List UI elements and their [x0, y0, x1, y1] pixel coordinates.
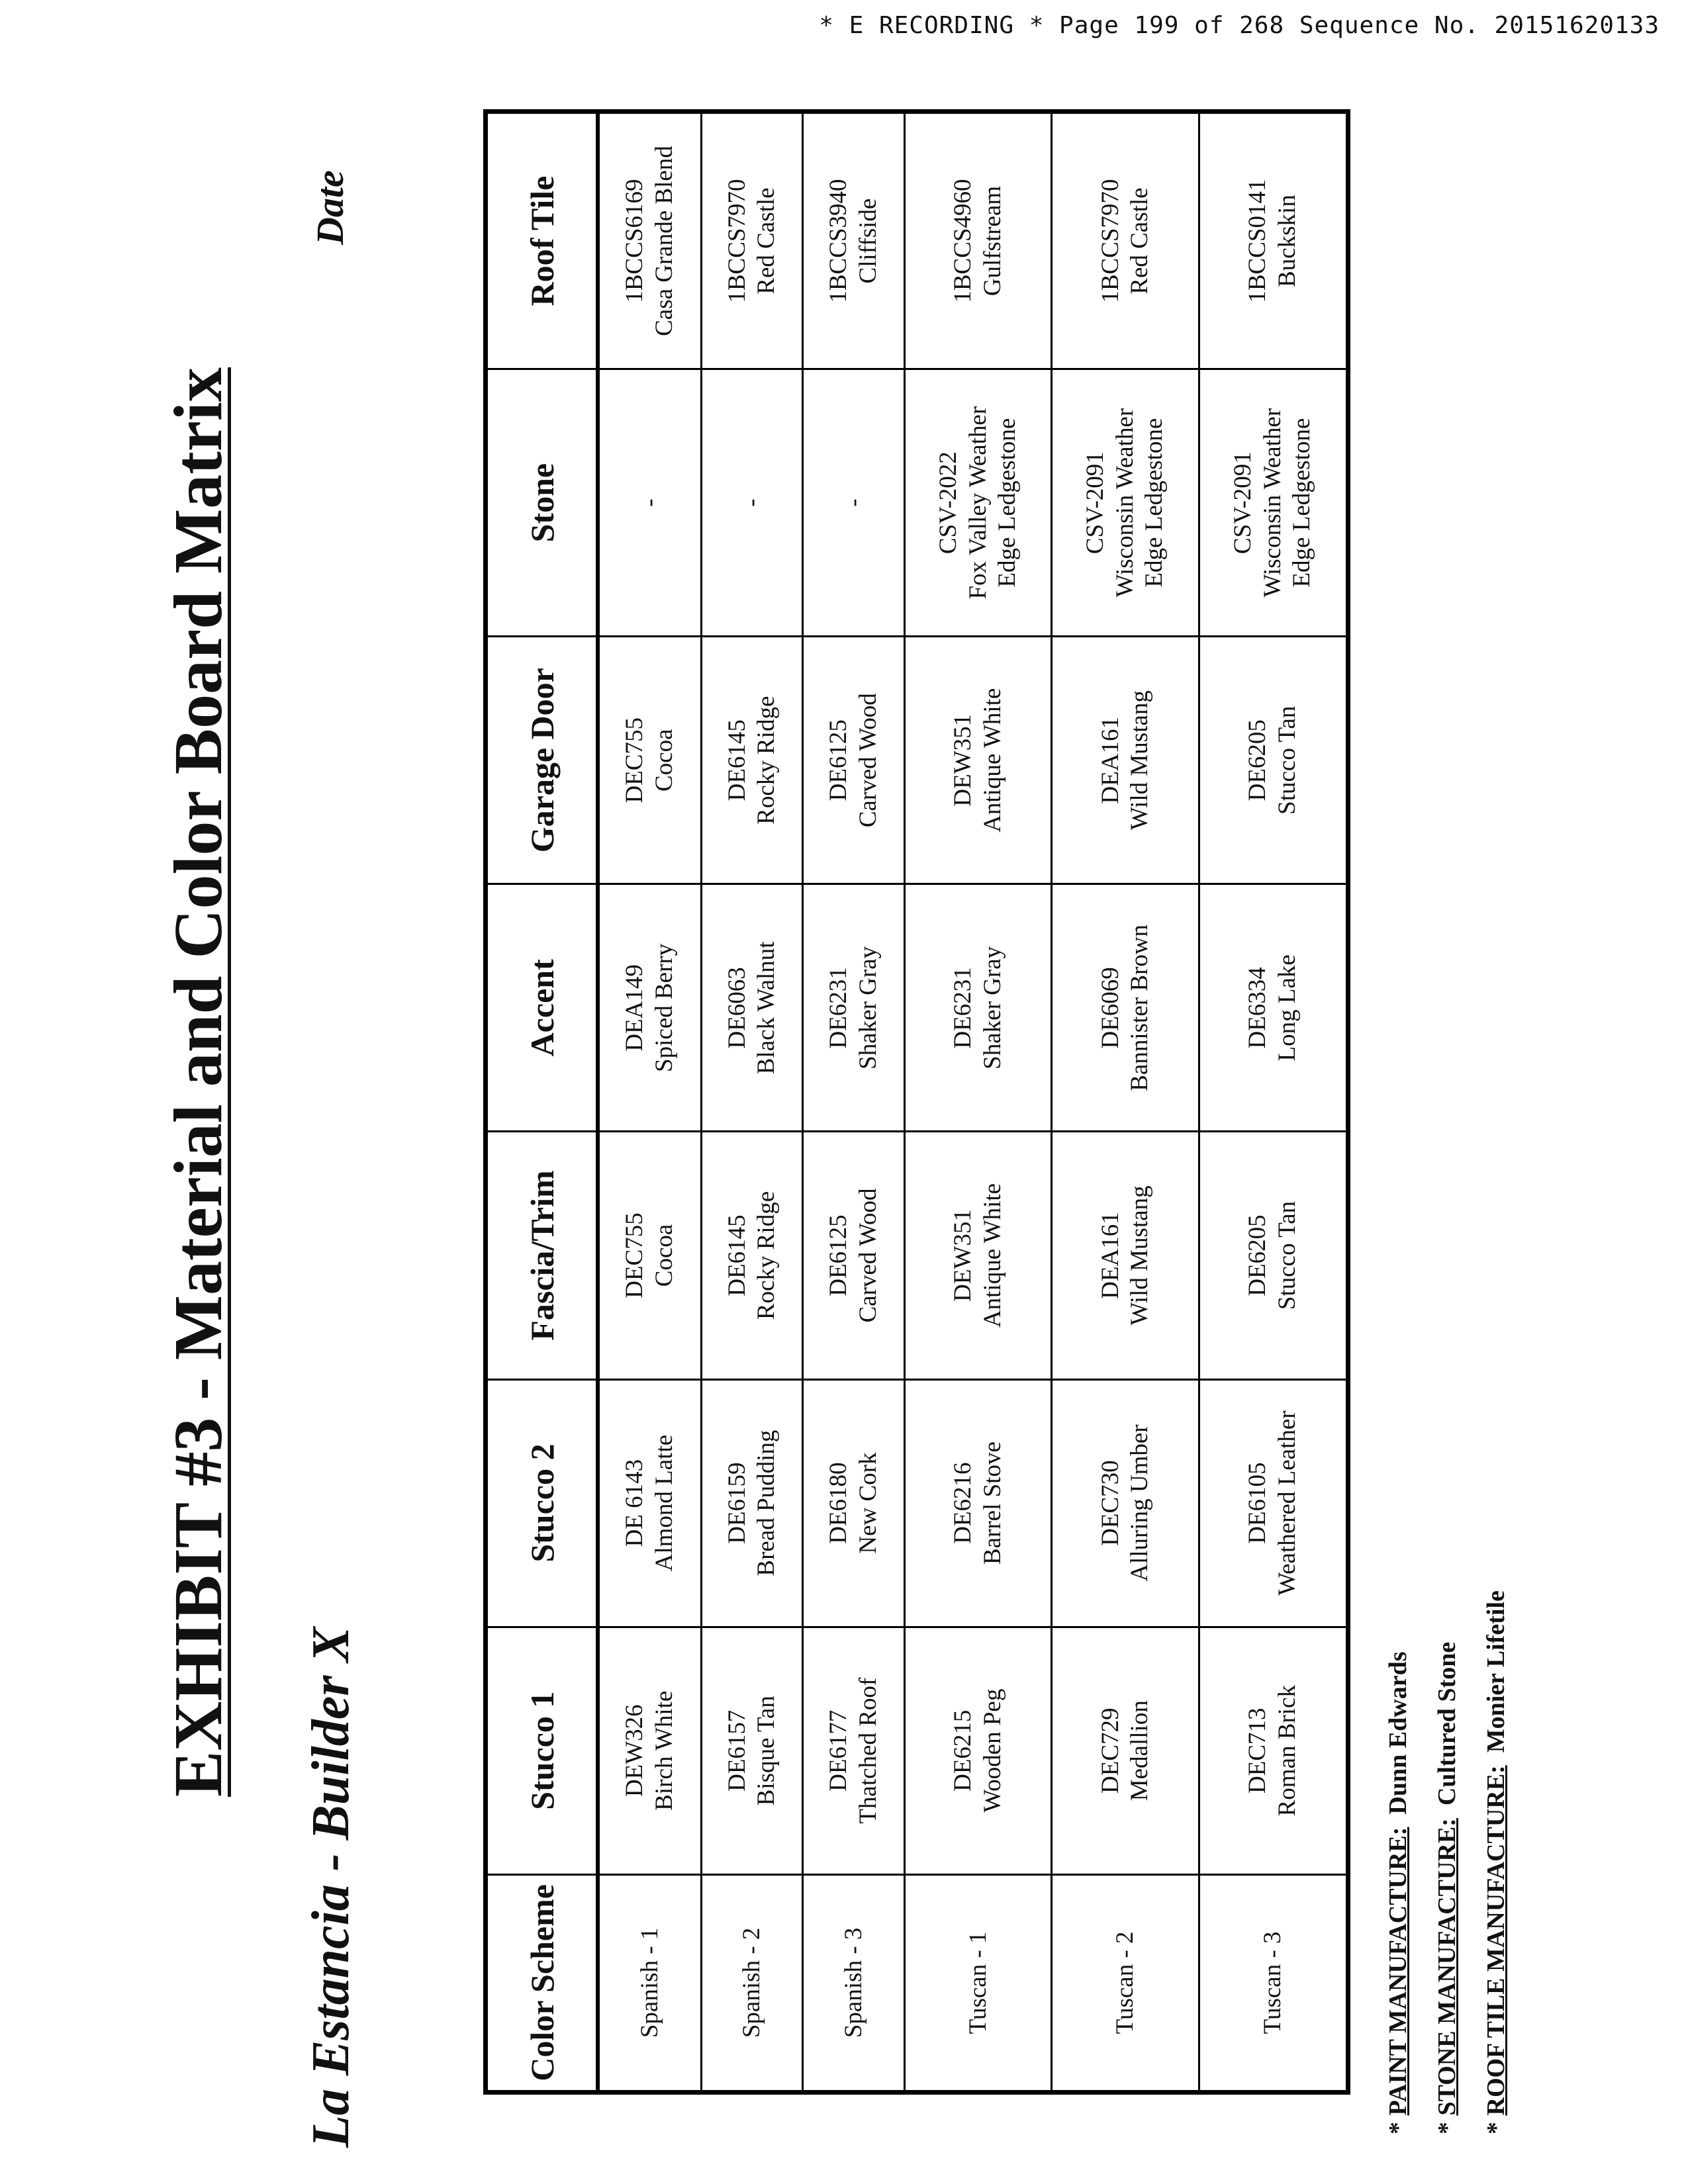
garage-cell	[598, 637, 701, 884]
stone-cell	[1052, 369, 1199, 637]
recording-header: * E RECORDING * Page 199 of 268 Sequence No. 20151620133	[819, 12, 1660, 39]
color-name: Bisque Tan	[753, 1696, 780, 1806]
accent-cell	[701, 884, 803, 1132]
stucco2-cell	[701, 1379, 803, 1627]
color-name: Bannister Brown	[1126, 924, 1154, 1091]
color-code: DEW351	[949, 1209, 977, 1302]
color-name: Wild Mustang	[1126, 1185, 1154, 1326]
fascia-cell	[1052, 1132, 1199, 1379]
manufacturer-legend	[1374, 1590, 1521, 2134]
legend-item-paint	[1374, 1590, 1423, 2134]
tile-name: Buckskin	[1273, 195, 1301, 287]
tile-name: Red Castle	[1126, 187, 1154, 295]
stone-code: CSV-2022	[935, 451, 962, 555]
scheme-cell: Tuscan - 1	[905, 1874, 1052, 2092]
color-name: Alluring Umber	[1126, 1424, 1154, 1582]
fascia-cell	[598, 1132, 701, 1379]
roof-cell	[1052, 112, 1199, 369]
column-header: Stone	[486, 369, 598, 637]
color-name: Cocoa	[650, 729, 678, 792]
stone-cell	[905, 369, 1052, 637]
garage-cell	[701, 637, 803, 884]
legend-value: Dunn Edwards	[1384, 1651, 1412, 1815]
table-row	[701, 112, 803, 2093]
column-header: Fascia/Trim	[486, 1132, 598, 1379]
color-code: DE6215	[949, 1709, 977, 1792]
color-code: DE6216	[949, 1462, 977, 1544]
color-name: Carved Wood	[854, 1188, 882, 1323]
color-name: Cocoa	[650, 1224, 678, 1287]
stone-cell	[701, 369, 803, 637]
stucco1-cell	[803, 1627, 905, 1874]
color-code: DEC713	[1244, 1707, 1272, 1794]
stone-name: Fox Valley Weather	[964, 406, 992, 600]
tile-name: Cliffside	[854, 198, 882, 284]
stone-name: Edge Ledgestone	[1141, 418, 1168, 588]
legend-item-roof-tile	[1472, 1590, 1521, 2134]
page-title-text: EXHIBIT #3 - Material and Color Board Matrix	[160, 367, 236, 1797]
roof-cell	[905, 112, 1052, 369]
stucco2-cell	[803, 1379, 905, 1627]
stone-name: Wisconsin Weather	[1258, 408, 1286, 598]
stone-code: -	[839, 498, 867, 507]
legend-key: PAINT MANUFACTURE:	[1384, 1827, 1412, 2116]
stucco1-cell	[701, 1627, 803, 1874]
color-code: DE6069	[1096, 967, 1124, 1049]
color-code: DE6157	[723, 1709, 751, 1792]
stone-cell	[598, 369, 701, 637]
color-name: Weathered Leather	[1273, 1410, 1301, 1596]
color-code: DE6145	[723, 1214, 751, 1297]
color-name: Carved Wood	[854, 693, 882, 828]
color-code: DEA149	[621, 964, 649, 1052]
color-name: Shaker Gray	[978, 946, 1006, 1069]
page-title	[159, 321, 238, 1843]
column-header: Roof Tile	[486, 112, 598, 369]
color-code: DE6205	[1244, 1214, 1272, 1297]
color-name: Wild Mustang	[1126, 690, 1154, 831]
table-row	[598, 112, 701, 2093]
color-name: Birch White	[650, 1690, 678, 1811]
color-name: Spiced Berry	[650, 943, 678, 1072]
stone-code: -	[635, 498, 663, 507]
tile-name: Gulfstream	[978, 185, 1006, 296]
scheme-cell: Tuscan - 2	[1052, 1874, 1199, 2092]
color-name: Rocky Ridge	[753, 696, 780, 825]
stone-code: -	[737, 498, 765, 507]
stucco1-cell	[598, 1627, 701, 1874]
legend-key: ROOF TILE MANUFACTURE:	[1482, 1765, 1510, 2116]
tile-code: 1BCCS3940	[825, 179, 853, 303]
garage-cell	[1052, 637, 1199, 884]
stucco1-cell	[905, 1627, 1052, 1874]
garage-cell	[905, 637, 1052, 884]
accent-cell	[598, 884, 701, 1132]
date-label: Date	[308, 170, 351, 245]
accent-cell	[905, 884, 1052, 1132]
rotated-page	[146, 76, 1522, 2161]
color-name: Stucco Tan	[1273, 1201, 1301, 1310]
color-code: DE6063	[723, 967, 751, 1049]
stucco2-cell	[1199, 1379, 1348, 1627]
color-code: DEC729	[1096, 1707, 1124, 1794]
color-code: DEC755	[621, 717, 649, 803]
legend-value: Cultured Stone	[1433, 1641, 1461, 1806]
stone-cell	[1199, 369, 1348, 637]
stucco2-cell	[598, 1379, 701, 1627]
tile-code: 1BCCS0141	[1244, 179, 1272, 303]
scheme-cell: Spanish - 3	[803, 1874, 905, 2092]
stone-name: Edge Ledgestone	[1288, 418, 1316, 588]
table-row	[1199, 112, 1348, 2093]
color-name: Long Lake	[1273, 954, 1301, 1062]
color-code: DE6125	[825, 719, 853, 801]
stone-name: Wisconsin Weather	[1111, 408, 1139, 598]
color-code: DEA161	[1096, 1212, 1124, 1299]
color-code: DE 6143	[621, 1459, 649, 1547]
stucco2-cell	[905, 1379, 1052, 1627]
accent-cell	[1199, 884, 1348, 1132]
table-header-row	[486, 112, 598, 2093]
color-name: Almond Latte	[650, 1434, 678, 1572]
color-name: Rocky Ridge	[753, 1191, 780, 1320]
color-name: Stucco Tan	[1273, 705, 1301, 815]
tile-code: 1BCCS4960	[949, 179, 977, 303]
color-name: Thatched Roof	[854, 1677, 882, 1824]
color-code: DE6231	[949, 967, 977, 1049]
legend-item-stone	[1423, 1590, 1472, 2134]
color-code: DEA161	[1096, 716, 1124, 804]
stucco1-cell	[1199, 1627, 1348, 1874]
fascia-cell	[905, 1132, 1052, 1379]
scheme-cell: Tuscan - 3	[1199, 1874, 1348, 2092]
column-header: Accent	[486, 884, 598, 1132]
tile-code: 1BCCS7970	[723, 179, 751, 303]
project-subtitle: La Estancia - Builder X	[302, 1627, 360, 2148]
tile-name: Red Castle	[753, 187, 780, 295]
color-name: New Cork	[854, 1452, 882, 1554]
accent-cell	[1052, 884, 1199, 1132]
stone-name: Edge Ledgestone	[994, 418, 1021, 588]
legend-value: Monier Lifetile	[1482, 1590, 1510, 1753]
scheme-cell: Spanish - 1	[598, 1874, 701, 2092]
fascia-cell	[701, 1132, 803, 1379]
color-code: DE6205	[1244, 719, 1272, 801]
color-board-matrix	[483, 109, 1350, 2095]
fascia-cell	[803, 1132, 905, 1379]
stone-code: CSV-2091	[1229, 451, 1257, 555]
color-code: DE6231	[825, 967, 853, 1049]
tile-code: 1BCCS6169	[621, 179, 649, 303]
roof-cell	[598, 112, 701, 369]
roof-cell	[701, 112, 803, 369]
color-name: Wooden Peg	[978, 1688, 1006, 1813]
column-header: Stucco 1	[486, 1627, 598, 1874]
color-code: DE6159	[723, 1462, 751, 1544]
roof-cell	[1199, 112, 1348, 369]
stone-cell	[803, 369, 905, 637]
column-header: Garage Door	[486, 637, 598, 884]
garage-cell	[803, 637, 905, 884]
color-code: DEC730	[1096, 1460, 1124, 1546]
stone-code: CSV-2091	[1082, 451, 1109, 555]
tile-name: Casa Grande Blend	[650, 146, 678, 336]
table-row	[1052, 112, 1199, 2093]
color-code: DEC755	[621, 1212, 649, 1298]
color-code: DE6177	[825, 1709, 853, 1792]
column-header: Stucco 2	[486, 1379, 598, 1627]
tile-code: 1BCCS7970	[1096, 179, 1124, 303]
legend-bullet: *	[1482, 2122, 1510, 2134]
stucco1-cell	[1052, 1627, 1199, 1874]
color-code: DEW351	[949, 713, 977, 807]
color-name: Black Walnut	[753, 941, 780, 1075]
table-row	[905, 112, 1052, 2093]
color-name: Bread Pudding	[753, 1430, 780, 1576]
column-header: Color Scheme	[486, 1874, 598, 2092]
legend-bullet: *	[1433, 2122, 1461, 2134]
legend-bullet: *	[1384, 2122, 1412, 2134]
color-name: Antique White	[978, 688, 1006, 833]
color-name: Antique White	[978, 1183, 1006, 1328]
color-code: DE6105	[1244, 1462, 1272, 1544]
table-row	[803, 112, 905, 2093]
color-name: Shaker Gray	[854, 946, 882, 1069]
stucco2-cell	[1052, 1379, 1199, 1627]
color-code: DE6180	[825, 1462, 853, 1544]
legend-key: STONE MANUFACTURE:	[1433, 1818, 1461, 2116]
color-code: DE6145	[723, 719, 751, 801]
color-code: DE6334	[1244, 967, 1272, 1049]
color-code: DEW326	[621, 1704, 649, 1797]
color-name: Roman Brick	[1273, 1685, 1301, 1817]
scheme-cell: Spanish - 2	[701, 1874, 803, 2092]
garage-cell	[1199, 637, 1348, 884]
color-name: Barrel Stove	[978, 1441, 1006, 1565]
fascia-cell	[1199, 1132, 1348, 1379]
color-code: DE6125	[825, 1214, 853, 1297]
color-name: Medallion	[1126, 1700, 1154, 1801]
accent-cell	[803, 884, 905, 1132]
roof-cell	[803, 112, 905, 369]
